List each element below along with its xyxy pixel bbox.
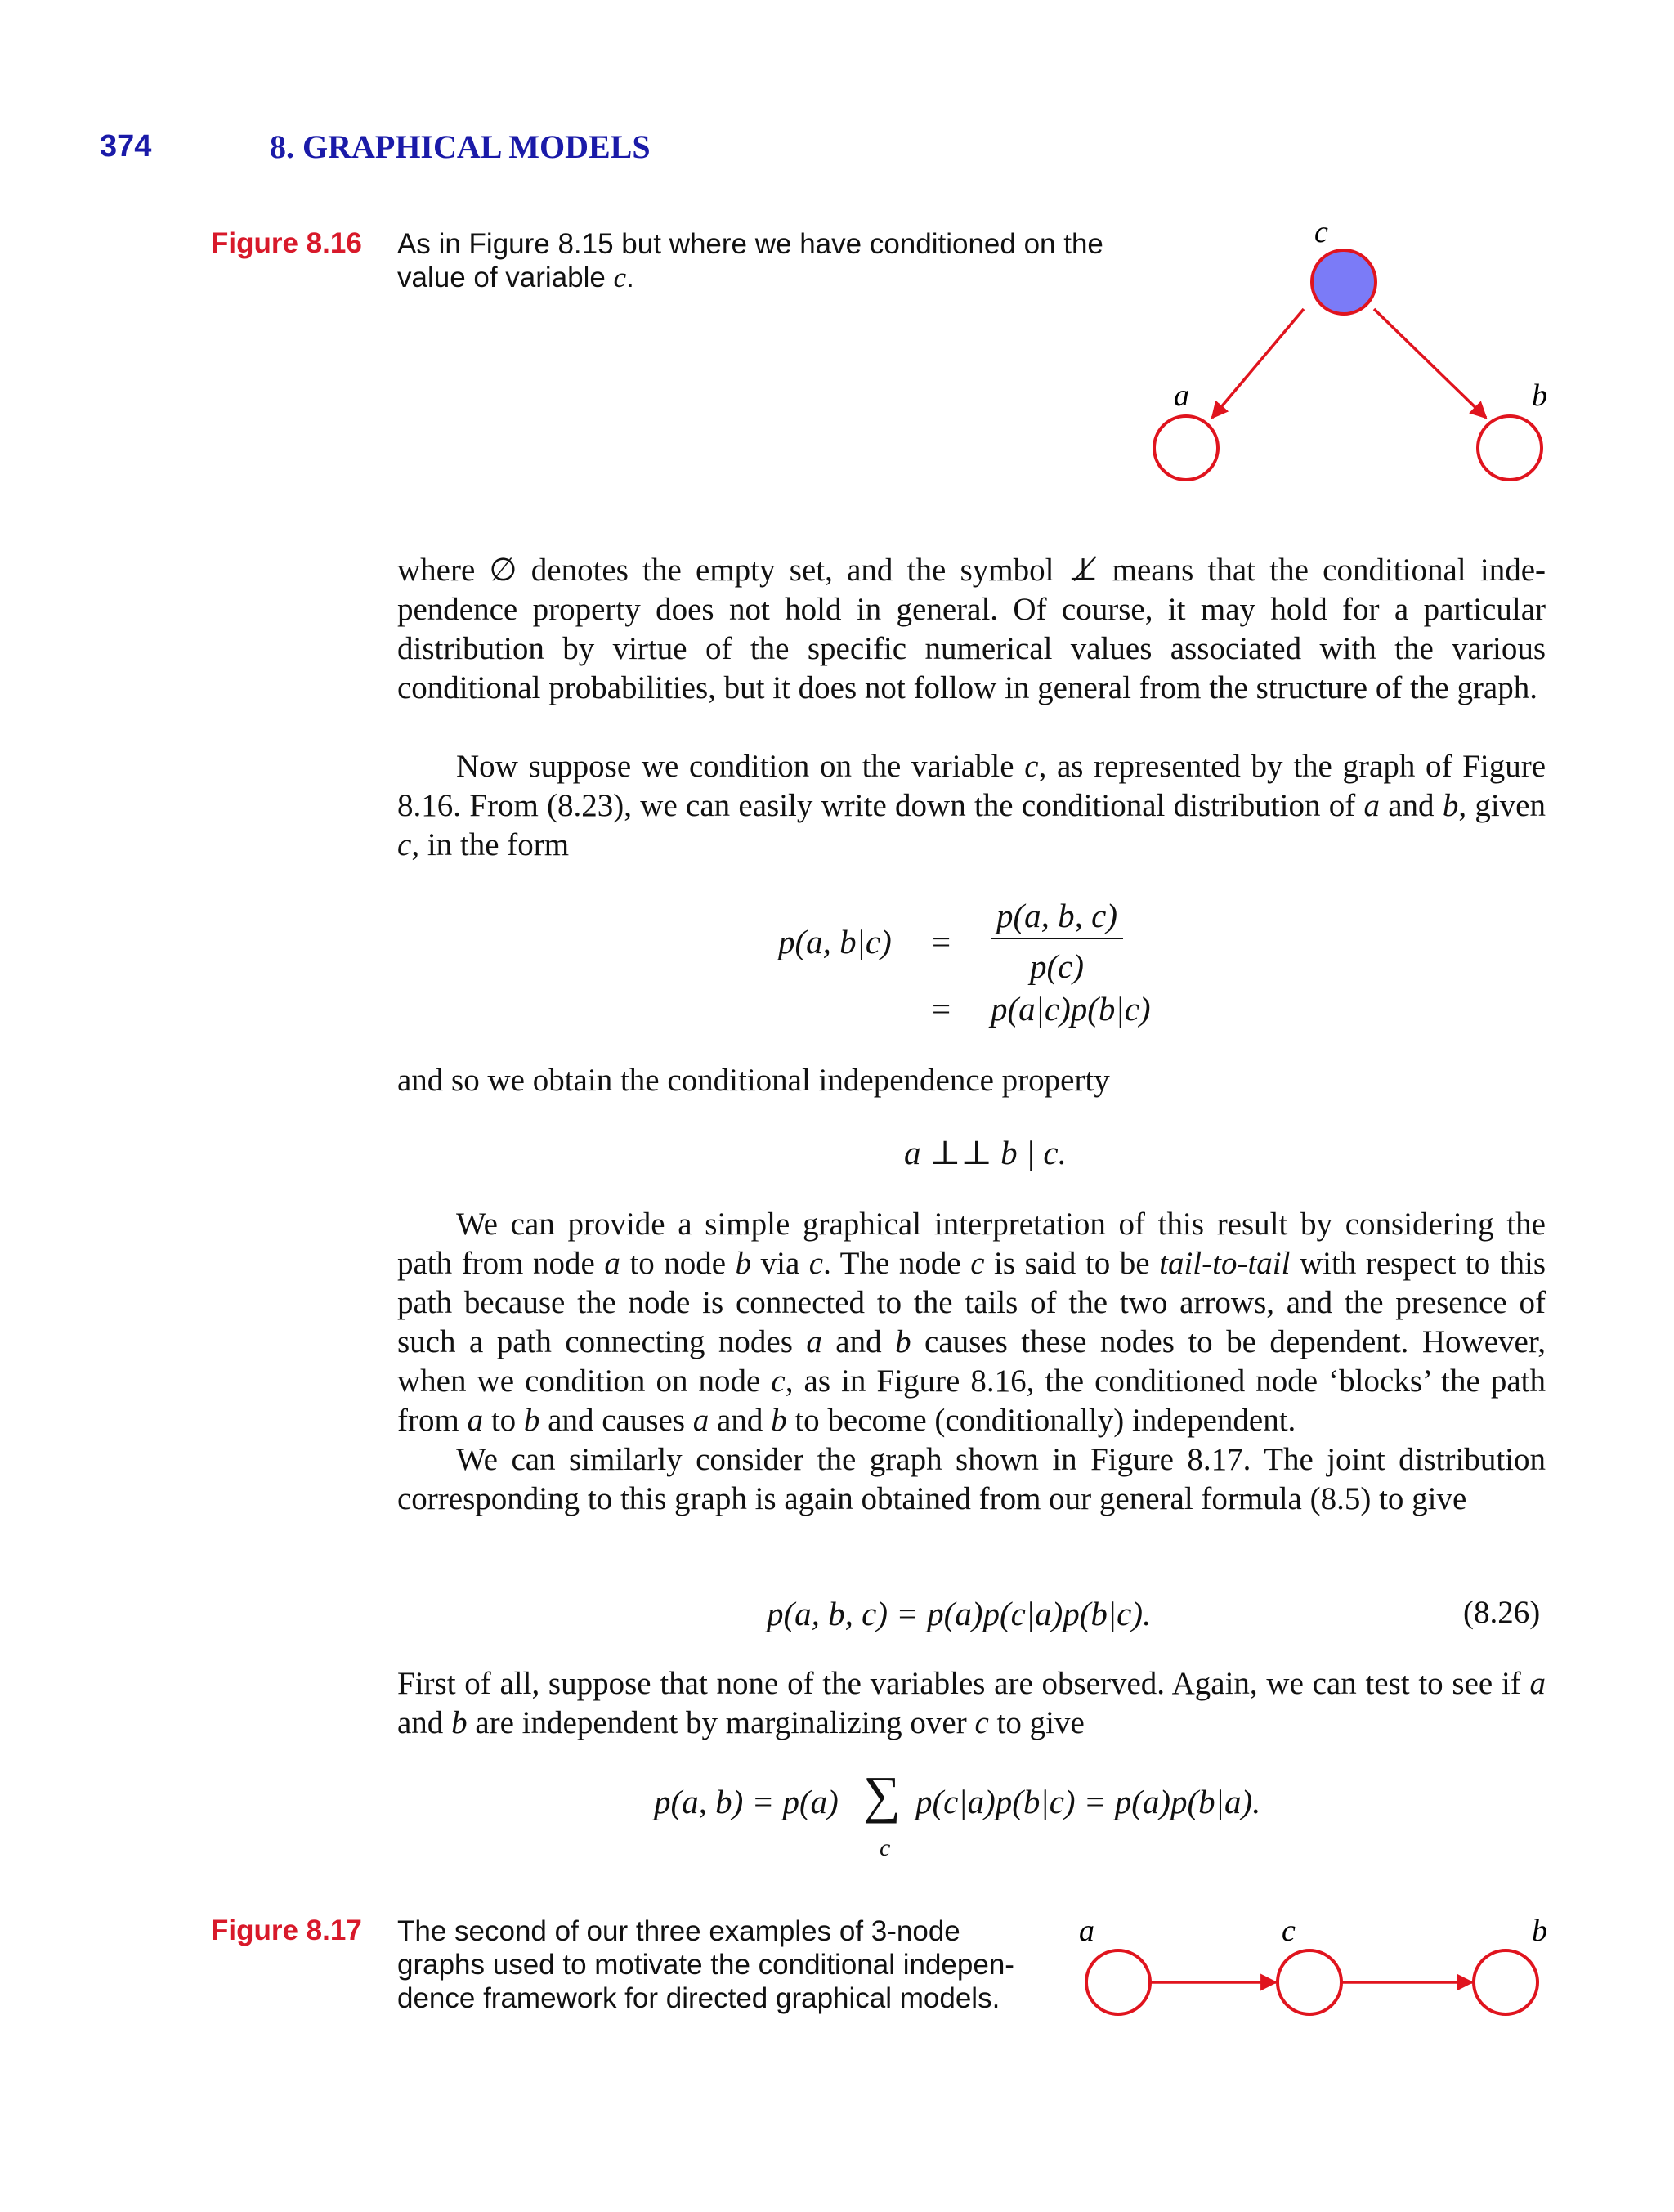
node-a-label: a	[1079, 1914, 1094, 1948]
caption-text: value of variable	[397, 262, 606, 293]
node-a-label: a	[1174, 378, 1189, 413]
text-span: and	[709, 1403, 772, 1438]
math-variable: a	[467, 1403, 484, 1438]
paragraph-text: and so we obtain the conditional independence property	[397, 1063, 1110, 1098]
text-span: is said to be	[984, 1246, 1160, 1281]
equation-1-equals: =	[932, 923, 951, 960]
equation-1-equals-2: =	[932, 990, 951, 1028]
equation-4-left: p(a, b) = p(a)	[654, 1783, 839, 1820]
text-span: to	[483, 1403, 524, 1438]
figure-8-16-graph	[1128, 213, 1569, 490]
paragraph-text	[397, 1664, 1546, 1743]
text-span: , in the form	[411, 827, 570, 862]
node-a	[1154, 416, 1218, 480]
caption-line: The second of our three examples of 3-node	[397, 1915, 960, 1947]
math-variable: a	[1363, 788, 1380, 823]
text-span: to become (conditionally) independent.	[786, 1403, 1296, 1438]
math-variable: a	[692, 1403, 709, 1438]
text-span: and causes	[539, 1403, 693, 1438]
text-span: . The node	[823, 1246, 971, 1281]
text-span: and	[821, 1324, 896, 1359]
equation-4-right: p(c|a)p(b|c) = p(a)p(b|a).	[915, 1783, 1261, 1820]
text-span: are independent by marginalizing over	[467, 1705, 975, 1740]
math-variable: c	[397, 827, 412, 862]
text-span: with respect to this path because the node is connected to the tails of the two arrows, and the presence of such a path connecting nodes	[397, 1246, 1546, 1359]
math-variable: b	[735, 1246, 752, 1281]
page-number: 374	[100, 129, 152, 163]
text-span: via	[751, 1246, 809, 1281]
text-span: , as in Figure 8.16, the conditioned node ‘blocks’ the path from	[397, 1363, 1546, 1438]
math-variable: b	[523, 1403, 540, 1438]
edge-c-to-a	[1212, 309, 1304, 418]
caption-line: dence framework for directed graphical models.	[397, 1982, 1000, 2014]
paragraph-5: We can similarly consider the graph shown in Figure 8.17. The joint distribution corresponding to this graph is again obtained from our general formula (8.5) to give	[397, 1442, 1546, 1516]
paragraph-4	[397, 1205, 1546, 1519]
math-variable: c	[1024, 749, 1039, 784]
text-span: and	[1379, 788, 1443, 823]
equation-1-lhs: p(a, b|c)	[778, 923, 892, 960]
equation-3: p(a, b, c) = p(a)p(c|a)p(b|c).	[767, 1595, 1152, 1632]
node-c	[1278, 1950, 1341, 2014]
caption-line: As in Figure 8.15 but where we have conditioned on the	[397, 228, 1103, 260]
text-span: First of all, suppose that none of the variables are observed. Again, we can test to see if	[397, 1666, 1530, 1701]
equation-1-rhs: p(a|c)p(b|c)	[991, 990, 1151, 1028]
equation-1-numerator: p(a, b, c)	[996, 897, 1117, 934]
node-c-label: c	[1314, 215, 1328, 249]
text-span: Now suppose we condition on the variable	[456, 749, 1025, 784]
math-variable: a	[806, 1324, 822, 1359]
text-span: to give	[988, 1705, 1085, 1740]
paragraph-6	[397, 1664, 1546, 1743]
caption-text: .	[626, 262, 634, 293]
math-variable: a	[1529, 1666, 1546, 1701]
paragraph-2	[397, 747, 1546, 865]
node-b	[1474, 1950, 1537, 2014]
figure-8-17-caption	[397, 1914, 1063, 2015]
chapter-title: 8. GRAPHICAL MODELS	[270, 128, 651, 165]
caption-line	[397, 261, 1166, 294]
summation-symbol: ∑	[863, 1766, 901, 1824]
figure-8-17-label: Figure 8.17	[211, 1914, 362, 1946]
paragraph-text	[397, 551, 1546, 708]
paragraph-1	[397, 551, 1546, 708]
node-c-label: c	[1282, 1914, 1296, 1948]
emphasis: tail-to-tail	[1159, 1246, 1291, 1281]
paragraph-1-rest: pendence property does not hold in general. Of course, it may hold for a particular distribution by virtue of the specific numerical values associated with the various conditional probabilities, but it does not follow in general from the structure of the graph.	[397, 592, 1546, 705]
text-span: , as represented by the graph of Figure 8.16. From (8.23), we can easily write down the conditional distribution of	[397, 749, 1546, 823]
math-variable: b	[895, 1324, 911, 1359]
math-variable: b	[1442, 788, 1459, 823]
equation-2: a ⊥⊥ b | c.	[904, 1134, 1067, 1171]
math-variable: c	[970, 1246, 985, 1281]
text-span: and	[397, 1705, 452, 1740]
math-variable: b	[451, 1705, 468, 1740]
text-span: to node	[620, 1246, 736, 1281]
paragraph-3	[397, 1061, 1546, 1100]
figure-8-16-label: Figure 8.16	[211, 227, 362, 259]
text-span: We can provide a simple graphical interpretation of this result by considering the path from node	[397, 1207, 1546, 1281]
text-span: causes these nodes to be dependent. However, when we condition on node	[397, 1324, 1546, 1399]
not-independent-symbol: ⊥̸	[1068, 553, 1099, 588]
node-b-label: b	[1532, 378, 1547, 413]
math-variable: b	[771, 1403, 787, 1438]
math-variable: a	[604, 1246, 620, 1281]
text-span: , given	[1458, 788, 1546, 823]
caption-line: graphs used to motivate the conditional indepen-	[397, 1949, 1014, 1981]
equation-number: (8.26)	[1463, 1595, 1541, 1630]
node-b	[1478, 416, 1542, 480]
figure-8-16-caption	[397, 227, 1166, 294]
fraction-bar	[991, 938, 1123, 939]
paragraph-1-line-1b: means that the conditional inde-	[1112, 553, 1546, 588]
equation-1-denominator: p(c)	[1029, 947, 1084, 985]
node-c-observed	[1312, 250, 1376, 314]
figure-8-17-graph	[1063, 1913, 1553, 2027]
node-a	[1086, 1950, 1150, 2014]
math-variable: c	[808, 1246, 824, 1281]
paragraph-text	[397, 747, 1546, 865]
paragraph-text	[397, 1205, 1546, 1440]
summation-index: c	[880, 1834, 891, 1861]
caption-variable: c	[613, 262, 627, 293]
math-variable: c	[771, 1363, 786, 1399]
paragraph-1-line-1: where ∅ denotes the empty set, and the symbol	[397, 553, 1054, 588]
edge-c-to-b	[1374, 309, 1486, 418]
math-variable: c	[974, 1705, 989, 1740]
node-b-label: b	[1532, 1914, 1547, 1948]
